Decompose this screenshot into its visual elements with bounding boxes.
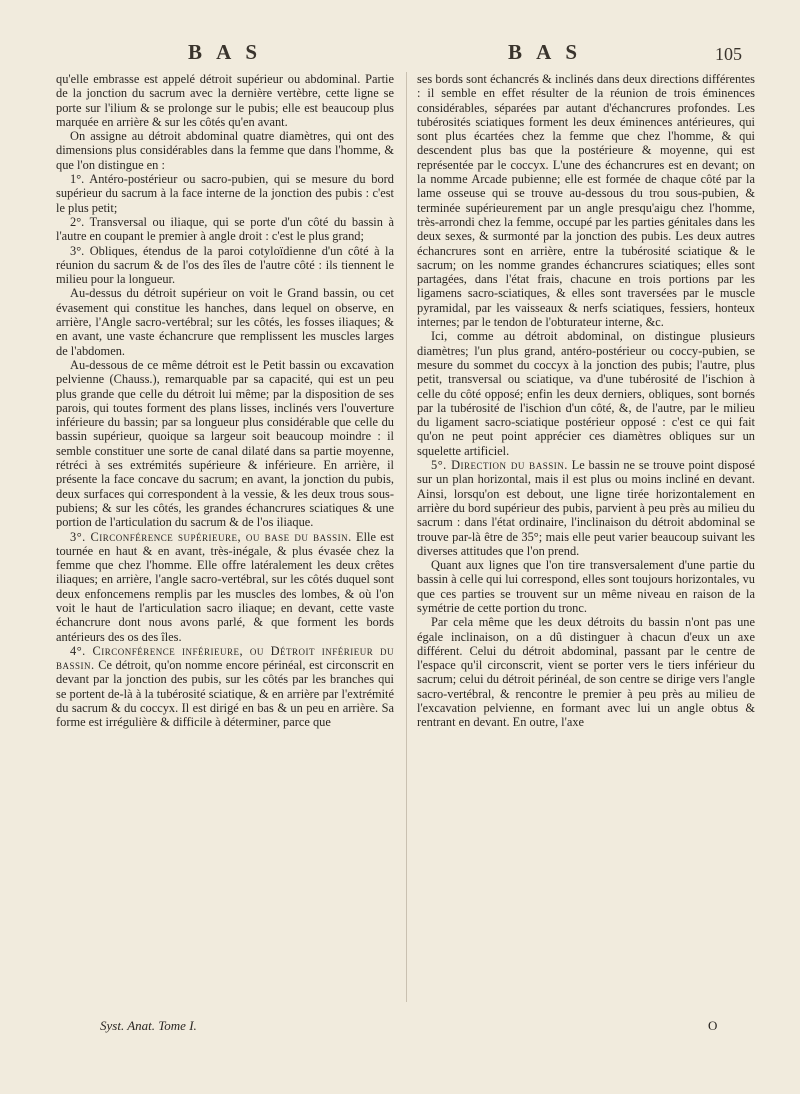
section-text: Le bassin ne se trouve point disposé sur un plan horizontal, mais il est plus ou moins incliné en devant. Ainsi, lorsqu'on est debout, une ligne tirée horizontalement en arrière du bord supérieur des pubis, parvient à peu près au milieu du sacrum : dans l'état ordinaire, l'inclinaison du détroit abdominal se trouve par-là être de 35°; mais elle peut varier beaucoup suivant les diverses attitudes que l'on prend. xyxy=(417,458,755,558)
section-text: Ce détroit, qu'on nomme encore périnéal, est circonscrit en devant par la jonction des pubis, sur les côtés par les branches qui se portent de-là à la tubérosité sciatique, & en arrière par l'extrémité du sacrum & du coccyx. Il est dirigé en bas & un peu en arrière. Sa forme est irrégulière & difficile à déterminer, parce que xyxy=(56,658,394,730)
paragraph: Ici, comme au détroit abdominal, on distingue plusieurs diamètres; l'un plus grand, antéro-postérieur ou coccy-pubien, se mesure du sommet du coccyx à la jonction des pubis; l'autre, plus petit, transversal ou sciatique, va d'une tubérosité de l'ischion à celle du côté opposé; enfin les deux derniers, obliques, sont bornés par la tubérosité de l'ischion d'un côté, &, de l'autre, par le milieu du ligament sacro-sciatique postérieur opposé : c'est ce qui fait qu'on ne peut point apprécier ces diamètres obliques sur un squelette artificiel. xyxy=(417,329,755,458)
section-paragraph xyxy=(56,644,394,730)
section-text: Elle est tournée en haut & en avant, très-inégale, & plus évasée chez la femme que chez l'homme. Elle offre latéralement les deux crêtes iliaques; en arrière, l'angle sacro-vertébral, sur les côtés duquel sont deux enfoncemens remplis par les muscles des lombes, & où l'on voit le haut de l'articulation sacro iliaque; en devant, cette vaste échancrure dont nous avons parlé, & que forment les bords antérieurs des os des îles. xyxy=(56,529,394,644)
section-paragraph xyxy=(417,458,755,558)
paragraph: ses bords sont échancrés & inclinés dans deux directions différentes : il semble en effet résulter de la réunion de trois éminences considérables, séparées par autant d'échancrures profondes. Les tubérosités sciatiques forment les deux éminences antérieures, qui sont plus écartées chez la femme que chez l'homme, & qui descendent plus bas que la postérieure & moyenne, qui est représentée par le coccyx. L'une des échancrures est en devant; on la nomme Arcade pubienne; elle est formée de chaque côté par la lame osseuse qui se trouve au-dessous du trou sous-pubien, & terminée supérieurement par un angle presqu'aigu chez l'homme, très-arrondi chez la femme, occupé par les parties génitales dans les deux sexes, & surmonté par la jonction des pubis. Les deux autres échancrures sont en arrière, entre la tubérosité sciatique & le sacrum; on les nomme grandes échancrures sciatiques; elles sont partagées, dans l'état frais, chacune en trois portions par les ligamens sacro-sciatiques, & elles sont traversées par le muscle pyramidal, par les vaisseaux & nerfs sciatiques, fessiers, honteux internes; par le tendon de l'obturateur interne, &c. xyxy=(417,72,755,330)
section-heading: 4°. Circonférence inférieure, ou Détroit inférieur du bassin. xyxy=(56,643,394,673)
paragraph: 3°. Obliques, étendus de la paroi cotyloïdienne d'un côté à la réunion du sacrum & de l'os des îles de l'autre côté : ils tiennent le milieu pour la longueur. xyxy=(56,243,394,287)
section-paragraph xyxy=(56,530,394,644)
running-head-right: B A S xyxy=(508,40,583,64)
paragraph: Quant aux lignes que l'on tire transversalement d'une partie du bassin à celle qui lui correspond, elles sont toujours horizontales, vu que ces parties se trouvent sur un même niveau en raison de la symétrie de cette portion du tronc. xyxy=(417,558,755,615)
page-number: 105 xyxy=(715,44,742,64)
column-divider xyxy=(406,72,407,1002)
left-column xyxy=(56,72,394,730)
paragraph: Au-dessous de ce même détroit est le Petit bassin ou excavation pelvienne (Chauss.), remarquable par sa capacité, qui est un peu plus grande que celle du détroit lui même; par la disposition de ses parois, qui toutes forment des plans lisses, inclinés vers l'ouverture inférieure du bassin; par sa longueur plus considérable que celle du bassin supérieur, quoique sa largeur soit beaucoup moindre : il semble constituer une sorte de canal dilaté dans sa partie moyenne, rétréci à ses extrémités supérieure & inférieure. En arrière, il présente la face concave du sacrum; en avant, la jonction du pubis, deux surfaces qui correspondent à la vessie, & les deux trous sous-pubiens; & sur les côtés, les grandes échancrures sciatiques & une portion de l'articulation du sacrum & de l'os iliaque. xyxy=(56,357,394,530)
signature-line: Syst. Anat. Tome I. xyxy=(100,1018,197,1033)
right-column xyxy=(417,72,755,730)
running-head-left: B A S xyxy=(188,40,263,64)
paragraph: qu'elle embrasse est appelé détroit supérieur ou abdominal. Partie de la jonction du sacrum avec la dernière vertèbre, cette ligne se porte sur l'ilium & se prolonge sur le pubis; elle est beaucoup plus marquée en arrière & sur les côtés qu'en avant. xyxy=(56,72,394,129)
paragraph: 1°. Antéro-postérieur ou sacro-pubien, qui se mesure du bord supérieur du sacrum à la face interne de la jonction des pubis : c'est le plus petit; xyxy=(56,172,394,215)
paragraph: On assigne au détroit abdominal quatre diamètres, qui ont des dimensions plus considérables dans la femme que dans l'homme, & que l'on distingue en : xyxy=(56,129,394,172)
paragraph: 2°. Transversal ou iliaque, qui se porte d'un côté du bassin à l'autre en coupant le premier à angle droit : c'est le plus grand; xyxy=(56,214,394,244)
section-heading: 3°. Circonférence supérieure, ou base du bassin. xyxy=(70,529,352,544)
paragraph: Par cela même que les deux détroits du bassin n'ont pas une égale inclinaison, on a dû distinguer à chacun d'eux un axe différent. Celui du détroit abdominal, passant par le centre de l'espace qu'il circonscrit, vient se porter vers le tiers inférieur du sacrum; celui du détroit périnéal, de son centre se dirige vers l'angle sacro-vertébral, & rencontre le premier à peu près au milieu de l'excavation pelvienne, en formant avec lui un angle obtus & rentrant en devant. En outre, l'axe xyxy=(417,615,755,730)
section-heading: 5°. Direction du bassin. xyxy=(431,458,568,473)
paragraph: Au-dessus du détroit supérieur on voit le Grand bassin, ou cet évasement qui constitue les hanches, dans lequel on observe, en arrière, l'Angle sacro-vertébral; sur les côtés, les fosses iliaques; & en avant, une vaste échancrure que remplissent les muscles larges de l'abdomen. xyxy=(56,286,394,358)
signature-mark: O xyxy=(708,1018,718,1033)
